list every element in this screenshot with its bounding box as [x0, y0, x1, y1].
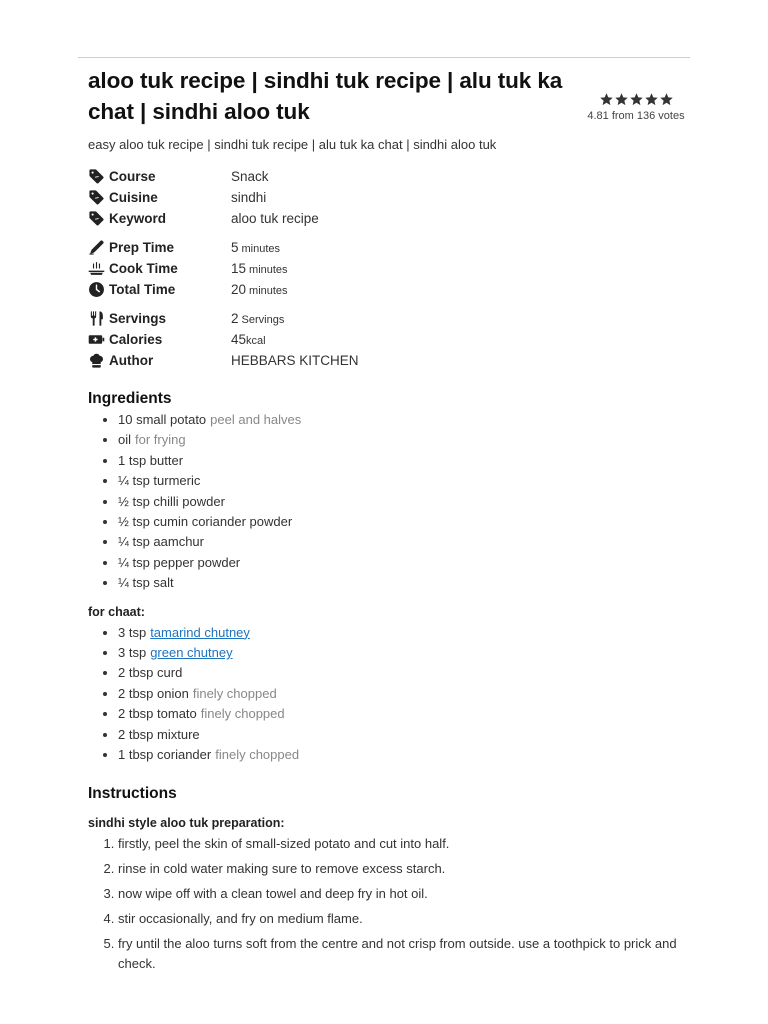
list-item: • ½ tsp cumin coriander powder	[118, 512, 688, 532]
recipe-card	[88, 65, 688, 979]
star-icon[interactable]	[614, 92, 629, 107]
list-item: • 2 tbsp onion finely chopped	[118, 684, 688, 704]
star-icon[interactable]	[599, 92, 614, 107]
instruction-step: 2. rinse in cold water making sure to remove excess starch.	[118, 859, 688, 879]
meta-servings-unit: Servings	[241, 314, 285, 326]
instruction-step: 3. now wipe off with a clean towel and deep fry in hot oil.	[118, 884, 688, 904]
star-icon[interactable]	[629, 92, 644, 107]
chaat-ingredients-list	[88, 623, 688, 766]
meta-keyword-label: Keyword	[109, 211, 167, 226]
meta-cook-label: Cook Time	[109, 261, 178, 276]
green-chutney-link[interactable]: green chutney	[150, 645, 233, 661]
star-icon[interactable]	[659, 92, 674, 107]
meta-prep-label: Prep Time	[109, 240, 175, 255]
meta-calories-label: Calories	[109, 332, 163, 347]
meta-course	[88, 166, 688, 187]
meta-calories-value: 45	[231, 332, 247, 347]
tag-icon	[88, 168, 105, 185]
instruction-step: 4. stir occasionally, and fry on medium flame.	[118, 909, 688, 929]
list-item: • ¼ tsp aamchur	[118, 532, 688, 552]
meta-course-label: Course	[109, 169, 156, 184]
meta-times	[88, 237, 688, 300]
meta-calories	[88, 329, 688, 350]
list-item: • ¼ tsp turmeric	[118, 471, 688, 491]
list-item: • 3 tsp green chutney	[118, 643, 688, 663]
meta-total-label: Total Time	[109, 282, 176, 297]
tag-icon	[88, 189, 105, 206]
meta-cuisine	[88, 187, 688, 208]
meta-total-time	[88, 279, 688, 300]
meta-cook-time	[88, 258, 688, 279]
instruction-step: 5. fry until the aloo turns soft from the centre and not crisp from outside. use a toothpick to prick and check.	[118, 934, 688, 974]
instructions-list	[88, 834, 688, 974]
list-item: • 2 tbsp mixture	[118, 725, 688, 745]
meta-cook-value: 15	[231, 261, 247, 276]
meta-prep-unit: minutes	[241, 243, 281, 255]
recipe-title: aloo tuk recipe | sindhi tuk recipe | alu tuk ka chat | sindhi aloo tuk	[88, 68, 563, 124]
meta-calories-unit: kcal	[246, 335, 266, 347]
instruction-step: 1. firstly, peel the skin of small-sized potato and cut into half.	[118, 834, 688, 854]
ingredients-heading: Ingredients	[88, 390, 172, 407]
meta-author-value: HEBBARS KITCHEN	[231, 353, 359, 368]
rating-votes: 4.81 from 136 votes	[587, 110, 685, 122]
meta-author-label: Author	[109, 353, 154, 368]
meta-prep-time	[88, 237, 688, 258]
instructions-subheading: sindhi style aloo tuk preparation:	[88, 815, 285, 830]
list-item: • ½ tsp chilli powder	[118, 492, 688, 512]
list-item: • 1 tsp butter	[118, 451, 688, 471]
meta-servings-value[interactable]: 2	[231, 311, 239, 326]
instructions-heading: Instructions	[88, 784, 177, 802]
meta-total-value: 20	[231, 282, 247, 297]
chef-hat-icon	[88, 352, 105, 369]
list-item: • oil for frying	[118, 430, 688, 450]
cooking-pot-icon	[88, 260, 105, 277]
recipe-summary: easy aloo tuk recipe | sindhi tuk recipe | alu tuk ka chat | sindhi aloo tuk	[88, 137, 497, 152]
list-item: • 2 tbsp curd	[118, 663, 688, 683]
meta-cuisine-label: Cuisine	[109, 190, 158, 205]
meta-cook-unit: minutes	[249, 264, 288, 276]
meta-author	[88, 350, 688, 371]
pencil-icon	[88, 239, 105, 256]
tamarind-chutney-link[interactable]: tamarind chutney	[150, 624, 250, 640]
utensils-icon	[88, 310, 105, 327]
meta-keyword-value: aloo tuk recipe	[231, 211, 319, 226]
rating-block[interactable]	[576, 92, 696, 122]
rating-stars[interactable]	[576, 92, 696, 107]
recipe-meta	[88, 166, 688, 371]
list-item: • ¼ tsp pepper powder	[118, 553, 688, 573]
tag-icon	[88, 210, 105, 227]
chaat-heading: for chaat:	[88, 604, 145, 619]
battery-plus-icon	[88, 331, 105, 348]
list-item: • 3 tsp tamarind chutney	[118, 623, 688, 643]
meta-total-unit: minutes	[249, 285, 288, 297]
list-item: • 10 small potato peel and halves	[118, 410, 688, 430]
meta-tags	[88, 166, 688, 229]
list-item: • 2 tbsp tomato finely chopped	[118, 704, 688, 724]
meta-course-value: Snack	[231, 169, 269, 184]
ingredients-list	[88, 410, 688, 594]
meta-cuisine-value: sindhi	[231, 190, 267, 205]
star-icon[interactable]	[644, 92, 659, 107]
meta-info	[88, 308, 688, 371]
list-item: • ¼ tsp salt	[118, 573, 688, 593]
clock-icon	[88, 281, 105, 298]
meta-servings-label: Servings	[109, 311, 167, 326]
meta-prep-value: 5	[231, 240, 239, 255]
meta-keyword	[88, 208, 688, 229]
list-item: • 1 tbsp coriander finely chopped	[118, 745, 688, 765]
meta-servings	[88, 308, 688, 329]
top-divider	[78, 57, 690, 58]
